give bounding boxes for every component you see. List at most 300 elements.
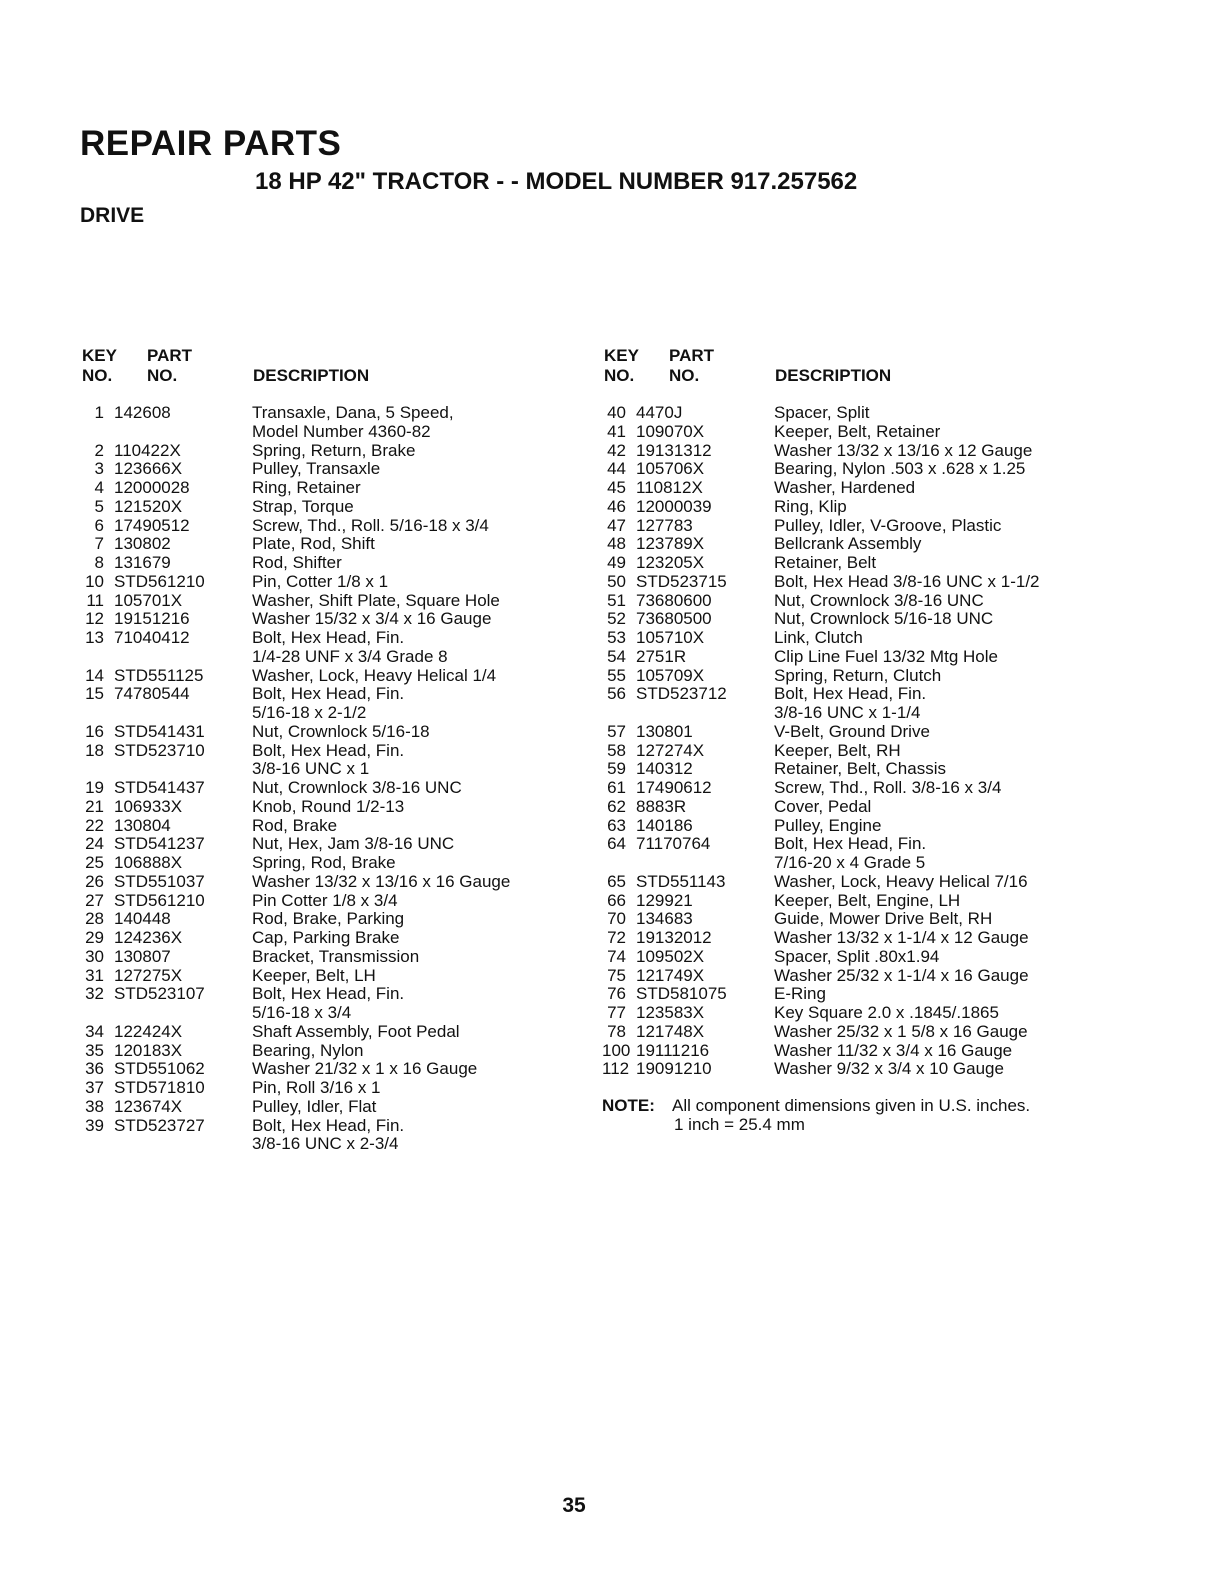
table-row bbox=[602, 1023, 1122, 1042]
table-row bbox=[80, 573, 570, 592]
key-cell: 61 bbox=[607, 778, 626, 797]
part-number-cell: STD551125 bbox=[114, 665, 204, 685]
note-line2: 1 inch = 25.4 mm bbox=[674, 1114, 805, 1134]
key-cell: 3 bbox=[94, 459, 104, 479]
description-cell: Rod, Brake bbox=[252, 815, 338, 835]
part-number-cell: 71170764 bbox=[636, 834, 711, 854]
description-cell: 1/4-28 UNF x 3/4 Grade 8 bbox=[252, 646, 448, 666]
page-number: 35 bbox=[562, 1494, 586, 1517]
table-row bbox=[602, 1042, 1122, 1061]
part-number-cell: STD541431 bbox=[114, 721, 205, 741]
description-cell: Spring, Return, Brake bbox=[252, 440, 416, 460]
part-number-cell bbox=[114, 648, 252, 667]
table-row bbox=[80, 1117, 570, 1136]
key-cell: 75 bbox=[607, 965, 626, 985]
description-cell: Ring, Klip bbox=[774, 496, 847, 516]
section-label: DRIVE bbox=[80, 204, 145, 227]
part-number-cell: STD571810 bbox=[114, 1078, 205, 1097]
description-cell: 5/16-18 x 2-1/2 bbox=[252, 703, 367, 722]
table-row bbox=[602, 592, 1122, 611]
description-cell: 3/8-16 UNC x 1 bbox=[252, 759, 370, 779]
description-cell: Spacer, Split bbox=[774, 403, 870, 422]
description-cell: Transaxle, Dana, 5 Speed, bbox=[252, 403, 454, 422]
part-number-cell: 12000039 bbox=[636, 496, 712, 516]
description-cell: Spacer, Split .80x1.94 bbox=[774, 946, 940, 966]
description-cell: Keeper, Belt, RH bbox=[774, 740, 901, 760]
page-title: REPAIR PARTS bbox=[80, 124, 342, 163]
description-cell: Nut, Hex, Jam 3/8-16 UNC bbox=[252, 834, 455, 854]
table-row bbox=[602, 835, 1122, 854]
part-number-cell: 74780544 bbox=[114, 684, 190, 704]
table-row bbox=[602, 1060, 1122, 1079]
part-number-cell: 109070X bbox=[636, 421, 705, 441]
table-row bbox=[80, 685, 570, 704]
part-number-cell bbox=[114, 423, 252, 442]
key-cell: 21 bbox=[85, 796, 104, 816]
table-row bbox=[602, 1004, 1122, 1023]
key-cell: 52 bbox=[607, 609, 626, 629]
key-header-line2: NO. bbox=[82, 366, 113, 385]
description-cell: Bolt, Hex Head, Fin. bbox=[252, 984, 405, 1004]
part-number-cell: 4470J bbox=[636, 403, 683, 422]
note-label: NOTE: bbox=[602, 1096, 655, 1115]
table-row bbox=[80, 779, 570, 798]
part-number-cell bbox=[114, 704, 252, 723]
key-cell: 56 bbox=[607, 684, 626, 704]
table-row bbox=[80, 648, 570, 667]
note-line1: All component dimensions given in U.S. inches. bbox=[672, 1096, 1031, 1115]
part-number-cell: 121520X bbox=[114, 496, 183, 516]
part-number-cell bbox=[114, 1004, 252, 1023]
table-row bbox=[80, 1042, 570, 1061]
table-row bbox=[80, 1060, 570, 1079]
key-cell: 10 bbox=[85, 571, 104, 591]
table-row bbox=[80, 667, 570, 686]
table-row bbox=[602, 667, 1122, 686]
description-cell: Screw, Thd., Roll. 3/8-16 x 3/4 bbox=[774, 778, 1002, 797]
table-row bbox=[80, 798, 570, 817]
table-row bbox=[602, 742, 1122, 761]
description-cell: Keeper, Belt, Engine, LH bbox=[774, 890, 961, 910]
part-number-cell: 127783 bbox=[636, 515, 693, 535]
description-cell: Nut, Crownlock 5/16-18 bbox=[252, 721, 430, 741]
key-cell: 64 bbox=[607, 834, 626, 854]
description-cell: Rod, Shifter bbox=[252, 553, 342, 572]
key-cell bbox=[80, 1135, 114, 1154]
table-row bbox=[80, 929, 570, 948]
key-cell: 38 bbox=[85, 1096, 104, 1116]
table-row bbox=[602, 685, 1122, 704]
table-row bbox=[602, 854, 1122, 873]
key-cell: 72 bbox=[607, 928, 626, 947]
parts-list-right bbox=[602, 404, 1122, 1079]
table-row bbox=[602, 929, 1122, 948]
part-number-cell: 123789X bbox=[636, 534, 705, 554]
part-number-cell: STD541437 bbox=[114, 778, 205, 797]
key-cell: 27 bbox=[85, 890, 104, 910]
key-cell: 11 bbox=[86, 590, 104, 610]
key-cell: 1 bbox=[94, 403, 104, 422]
table-row bbox=[602, 704, 1122, 723]
part-number-cell: 124236X bbox=[114, 928, 183, 947]
table-row bbox=[602, 948, 1122, 967]
key-header-line2: NO. bbox=[604, 366, 635, 385]
part-number-cell: STD551143 bbox=[636, 871, 726, 891]
part-number-cell: 19131312 bbox=[636, 440, 712, 460]
key-header-line1: KEY bbox=[82, 346, 117, 365]
description-cell: Pulley, Idler, V-Groove, Plastic bbox=[774, 515, 1002, 535]
table-row bbox=[80, 629, 570, 648]
part-number-cell: 19151216 bbox=[114, 609, 190, 629]
key-cell bbox=[80, 648, 114, 667]
description-cell: V-Belt, Ground Drive bbox=[774, 721, 930, 741]
part-number-cell: 106888X bbox=[114, 853, 183, 872]
key-cell: 55 bbox=[607, 665, 626, 685]
part-number-cell: STD523712 bbox=[636, 684, 727, 704]
description-cell: 3/8-16 UNC x 1-1/4 bbox=[774, 703, 921, 722]
table-row bbox=[80, 479, 570, 498]
part-number-cell: 130804 bbox=[114, 815, 171, 835]
part-header-line1: PART bbox=[147, 346, 193, 365]
description-cell: Cap, Parking Brake bbox=[252, 928, 400, 947]
part-number-cell: 123205X bbox=[636, 553, 705, 572]
part-number-cell: 2751R bbox=[636, 646, 687, 666]
part-number-cell: 130801 bbox=[636, 721, 693, 741]
description-cell: Retainer, Belt bbox=[774, 553, 877, 572]
description-cell: Washer 21/32 x 1 x 16 Gauge bbox=[252, 1059, 478, 1079]
table-row bbox=[602, 498, 1122, 517]
part-number-cell: 73680600 bbox=[636, 590, 712, 610]
key-cell: 4 bbox=[94, 478, 104, 497]
key-cell: 76 bbox=[607, 984, 626, 1004]
description-cell: Nut, Crownlock 3/8-16 UNC bbox=[774, 590, 984, 610]
part-number-cell: 130807 bbox=[114, 946, 171, 966]
part-number-cell: 140448 bbox=[114, 909, 171, 929]
key-cell: 40 bbox=[607, 403, 626, 422]
part-number-cell: STD523710 bbox=[114, 740, 205, 760]
key-cell bbox=[80, 423, 114, 442]
part-number-cell: STD581075 bbox=[636, 984, 727, 1004]
part-number-cell: STD541237 bbox=[114, 834, 205, 854]
table-row bbox=[80, 910, 570, 929]
description-cell: Screw, Thd., Roll. 5/16-18 x 3/4 bbox=[252, 515, 489, 535]
description-header: DESCRIPTION bbox=[775, 366, 892, 385]
part-header-line2: NO. bbox=[669, 366, 700, 385]
key-cell: 50 bbox=[607, 571, 626, 591]
table-row bbox=[602, 423, 1122, 442]
part-header-line1: PART bbox=[669, 346, 715, 365]
description-cell: Nut, Crownlock 3/8-16 UNC bbox=[252, 778, 462, 797]
key-cell: 36 bbox=[85, 1059, 104, 1079]
description-cell: 5/16-18 x 3/4 bbox=[252, 1003, 352, 1022]
table-row bbox=[602, 723, 1122, 742]
key-cell bbox=[80, 760, 114, 779]
key-cell: 2 bbox=[94, 440, 104, 460]
key-cell: 48 bbox=[607, 534, 626, 554]
table-row bbox=[80, 835, 570, 854]
table-row bbox=[80, 854, 570, 873]
key-cell: 100 bbox=[602, 1040, 631, 1060]
description-cell: Guide, Mower Drive Belt, RH bbox=[774, 909, 993, 929]
part-number-cell bbox=[636, 704, 774, 723]
part-number-cell: 142608 bbox=[114, 403, 171, 422]
part-number-cell: 129921 bbox=[636, 890, 693, 910]
key-cell: 51 bbox=[607, 590, 626, 610]
part-number-cell: STD551062 bbox=[114, 1059, 205, 1079]
key-cell: 47 bbox=[607, 515, 626, 535]
key-cell: 6 bbox=[94, 515, 104, 535]
part-number-cell: 12000028 bbox=[114, 478, 190, 497]
table-row bbox=[602, 573, 1122, 592]
description-cell: Washer, Hardened bbox=[774, 478, 916, 497]
part-number-cell: 131679 bbox=[114, 553, 171, 572]
part-number-cell bbox=[114, 760, 252, 779]
part-number-cell: 19111216 bbox=[636, 1040, 710, 1060]
table-row bbox=[602, 760, 1122, 779]
key-cell: 74 bbox=[607, 946, 626, 966]
table-row bbox=[80, 1135, 570, 1154]
key-cell: 49 bbox=[607, 553, 626, 572]
table-row bbox=[602, 892, 1122, 911]
table-row bbox=[80, 704, 570, 723]
description-cell: Bolt, Hex Head, Fin. bbox=[774, 684, 927, 704]
key-cell: 77 bbox=[607, 1003, 626, 1022]
description-cell: Washer 9/32 x 3/4 x 10 Gauge bbox=[774, 1059, 1004, 1079]
table-row bbox=[80, 742, 570, 761]
part-number-cell bbox=[114, 1135, 252, 1154]
note-block bbox=[602, 1097, 1122, 1135]
table-row bbox=[602, 535, 1122, 554]
description-cell: Bellcrank Assembly bbox=[774, 534, 922, 554]
key-cell: 39 bbox=[85, 1115, 104, 1135]
part-number-cell: 127274X bbox=[636, 740, 705, 760]
description-cell: Bearing, Nylon .503 x .628 x 1.25 bbox=[774, 459, 1026, 479]
table-row bbox=[80, 985, 570, 1004]
key-cell bbox=[80, 1004, 114, 1023]
part-number-cell: 123674X bbox=[114, 1096, 183, 1116]
part-number-cell: 121748X bbox=[636, 1021, 705, 1041]
table-row bbox=[80, 610, 570, 629]
key-cell: 12 bbox=[85, 609, 104, 629]
part-number-cell: 130802 bbox=[114, 534, 171, 554]
key-cell: 45 bbox=[607, 478, 626, 497]
key-cell: 29 bbox=[85, 928, 104, 947]
description-cell: Nut, Crownlock 5/16-18 UNC bbox=[774, 609, 994, 629]
description-cell: Bolt, Hex Head, Fin. bbox=[252, 1115, 405, 1135]
description-cell: Pin Cotter 1/8 x 3/4 bbox=[252, 890, 398, 910]
table-row bbox=[602, 554, 1122, 573]
table-row bbox=[80, 1004, 570, 1023]
description-cell: 7/16-20 x 4 Grade 5 bbox=[774, 853, 926, 872]
key-cell bbox=[602, 704, 636, 723]
part-number-cell: 71040412 bbox=[114, 628, 190, 647]
part-number-cell: 105701X bbox=[114, 590, 183, 610]
description-cell: Bearing, Nylon bbox=[252, 1040, 364, 1060]
description-cell: Bolt, Hex Head, Fin. bbox=[774, 834, 927, 854]
key-cell: 62 bbox=[607, 796, 626, 816]
key-cell: 63 bbox=[607, 815, 626, 835]
table-row bbox=[80, 404, 570, 423]
part-number-cell: 105706X bbox=[636, 459, 705, 479]
part-number-cell bbox=[636, 854, 774, 873]
table-row bbox=[602, 460, 1122, 479]
key-cell: 8 bbox=[94, 553, 104, 572]
table-row bbox=[80, 723, 570, 742]
key-cell: 53 bbox=[607, 628, 626, 647]
table-row bbox=[80, 498, 570, 517]
description-cell: Spring, Rod, Brake bbox=[252, 853, 396, 872]
key-cell: 59 bbox=[607, 759, 626, 779]
part-number-cell: 140186 bbox=[636, 815, 693, 835]
description-cell: Pin, Cotter 1/8 x 1 bbox=[252, 571, 389, 591]
part-number-cell: 17490612 bbox=[636, 778, 712, 797]
key-cell: 30 bbox=[85, 946, 104, 966]
parts-list-left bbox=[80, 404, 570, 1154]
part-number-cell: STD561210 bbox=[114, 890, 205, 910]
part-number-cell: 105710X bbox=[636, 628, 705, 647]
table-row bbox=[602, 629, 1122, 648]
part-number-cell: 123666X bbox=[114, 459, 183, 479]
description-cell: Keeper, Belt, Retainer bbox=[774, 421, 941, 441]
part-number-cell: 105709X bbox=[636, 665, 705, 685]
key-cell: 41 bbox=[607, 421, 626, 441]
part-number-cell: 110812X bbox=[636, 478, 703, 497]
key-cell: 25 bbox=[85, 853, 104, 872]
key-cell: 18 bbox=[85, 740, 104, 760]
key-cell: 7 bbox=[94, 534, 104, 554]
part-number-cell: 127275X bbox=[114, 965, 183, 985]
table-row bbox=[602, 798, 1122, 817]
key-cell: 35 bbox=[85, 1040, 104, 1060]
part-number-cell: STD551037 bbox=[114, 871, 205, 891]
table-row bbox=[80, 1023, 570, 1042]
key-cell: 37 bbox=[85, 1078, 104, 1097]
key-cell: 42 bbox=[607, 440, 626, 460]
key-cell: 66 bbox=[607, 890, 626, 910]
table-row bbox=[602, 985, 1122, 1004]
key-cell: 54 bbox=[607, 646, 626, 666]
table-row bbox=[80, 460, 570, 479]
part-number-cell: 8883R bbox=[636, 796, 687, 816]
key-cell: 19 bbox=[85, 778, 104, 797]
description-cell: Pulley, Engine bbox=[774, 815, 882, 835]
description-cell: Link, Clutch bbox=[774, 628, 863, 647]
description-cell: Bolt, Hex Head, Fin. bbox=[252, 628, 405, 647]
table-row bbox=[602, 517, 1122, 536]
part-number-cell: STD523727 bbox=[114, 1115, 205, 1135]
description-cell: Rod, Brake, Parking bbox=[252, 909, 405, 929]
table-row bbox=[80, 760, 570, 779]
part-header-line2: NO. bbox=[147, 366, 178, 385]
description-cell: Washer 13/32 x 1-1/4 x 12 Gauge bbox=[774, 928, 1029, 947]
description-cell: Washer 11/32 x 3/4 x 16 Gauge bbox=[774, 1040, 1013, 1060]
table-row bbox=[80, 592, 570, 611]
key-cell: 32 bbox=[85, 984, 104, 1004]
description-cell: Bolt, Hex Head, Fin. bbox=[252, 740, 405, 760]
table-row bbox=[602, 648, 1122, 667]
table-header-right bbox=[602, 346, 1122, 404]
table-row bbox=[602, 910, 1122, 929]
description-header: DESCRIPTION bbox=[253, 366, 370, 385]
table-row bbox=[602, 442, 1122, 461]
description-cell: Plate, Rod, Shift bbox=[252, 534, 375, 554]
part-number-cell: 140312 bbox=[636, 759, 693, 779]
key-cell: 26 bbox=[85, 871, 104, 891]
parts-table-right bbox=[602, 346, 1122, 1135]
description-cell: Washer 25/32 x 1 5/8 x 16 Gauge bbox=[774, 1021, 1028, 1041]
key-cell: 16 bbox=[85, 721, 104, 741]
key-header-line1: KEY bbox=[604, 346, 639, 365]
description-cell: Pin, Roll 3/16 x 1 bbox=[252, 1078, 381, 1097]
part-number-cell: 109502X bbox=[636, 946, 705, 966]
key-cell bbox=[80, 704, 114, 723]
description-cell: Washer 13/32 x 13/16 x 16 Gauge bbox=[252, 871, 511, 891]
key-cell: 57 bbox=[607, 721, 626, 741]
table-row bbox=[602, 779, 1122, 798]
table-row bbox=[80, 423, 570, 442]
description-cell: E-Ring bbox=[774, 984, 826, 1004]
description-cell: Shaft Assembly, Foot Pedal bbox=[252, 1021, 460, 1041]
table-row bbox=[602, 967, 1122, 986]
table-row bbox=[602, 404, 1122, 423]
table-row bbox=[602, 873, 1122, 892]
key-cell: 22 bbox=[85, 815, 104, 835]
description-cell: Bracket, Transmission bbox=[252, 946, 420, 966]
part-number-cell: 123583X bbox=[636, 1003, 705, 1022]
description-cell: Washer 25/32 x 1-1/4 x 16 Gauge bbox=[774, 965, 1029, 985]
description-cell: Key Square 2.0 x .1845/.1865 bbox=[774, 1003, 999, 1022]
table-row bbox=[80, 554, 570, 573]
description-cell: Spring, Return, Clutch bbox=[774, 665, 942, 685]
key-cell: 15 bbox=[85, 684, 104, 704]
description-cell: Knob, Round 1/2-13 bbox=[252, 796, 405, 816]
table-row bbox=[80, 873, 570, 892]
description-cell: Strap, Torque bbox=[252, 496, 354, 516]
description-cell: Washer 15/32 x 3/4 x 16 Gauge bbox=[252, 609, 492, 629]
key-cell: 46 bbox=[607, 496, 626, 516]
table-row bbox=[602, 817, 1122, 836]
table-row bbox=[80, 442, 570, 461]
description-cell: Pulley, Transaxle bbox=[252, 459, 381, 479]
parts-table-left bbox=[80, 346, 570, 1154]
description-cell: 3/8-16 UNC x 2-3/4 bbox=[252, 1134, 399, 1154]
part-number-cell: 19091210 bbox=[636, 1059, 712, 1079]
description-cell: Bolt, Hex Head, Fin. bbox=[252, 684, 405, 704]
table-row bbox=[80, 892, 570, 911]
key-cell: 78 bbox=[607, 1021, 626, 1041]
key-cell: 44 bbox=[607, 459, 626, 479]
part-number-cell: 121749X bbox=[636, 965, 705, 985]
description-cell: Washer, Lock, Heavy Helical 1/4 bbox=[252, 665, 497, 685]
key-cell: 14 bbox=[85, 665, 104, 685]
description-cell: Pulley, Idler, Flat bbox=[252, 1096, 377, 1116]
table-row bbox=[602, 610, 1122, 629]
part-number-cell: 134683 bbox=[636, 909, 693, 929]
description-cell: Retainer, Belt, Chassis bbox=[774, 759, 946, 779]
description-cell: Bolt, Hex Head 3/8-16 UNC x 1-1/2 bbox=[774, 571, 1040, 591]
key-cell: 24 bbox=[85, 834, 104, 854]
description-cell: Clip Line Fuel 13/32 Mtg Hole bbox=[774, 646, 998, 666]
table-row bbox=[80, 817, 570, 836]
key-cell bbox=[602, 854, 636, 873]
part-number-cell: 120183X bbox=[114, 1040, 183, 1060]
part-number-cell: 122424X bbox=[114, 1021, 183, 1041]
key-cell: 28 bbox=[85, 909, 104, 929]
part-number-cell: 73680500 bbox=[636, 609, 712, 629]
description-cell: Cover, Pedal bbox=[774, 796, 872, 816]
note-text bbox=[672, 1097, 1030, 1135]
part-number-cell: 17490512 bbox=[114, 515, 190, 535]
